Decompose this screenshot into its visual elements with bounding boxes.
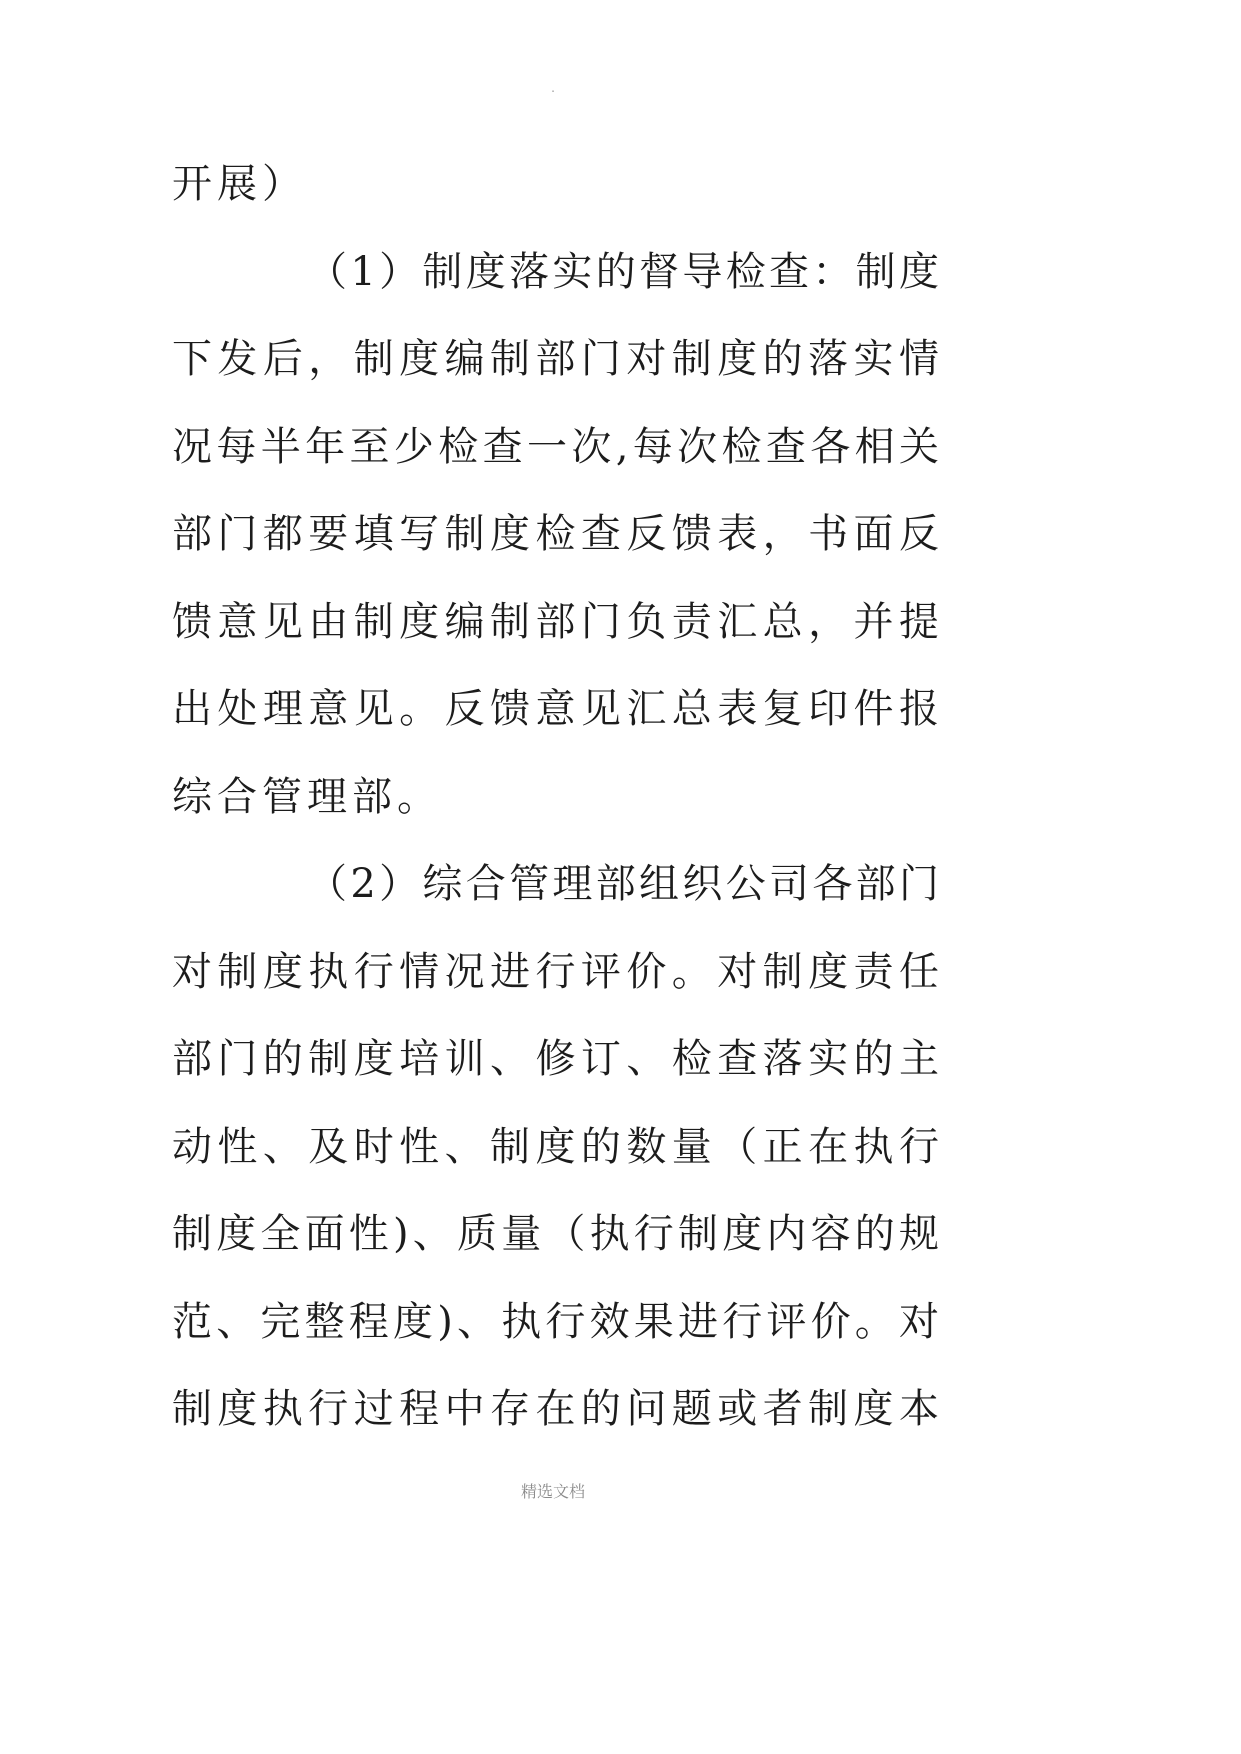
paragraph-line: 开展）	[172, 161, 307, 207]
paragraph-line: 况每半年至少检查一次,每次检查各相关	[172, 423, 942, 470]
header-mark: .	[551, 81, 555, 95]
paragraph-line: 部门的制度培训、修订、检查落实的主	[172, 1036, 942, 1082]
paragraph-line: 对制度执行情况进行评价。对制度责任	[172, 948, 942, 995]
paragraph-line: 馈意见由制度编制部门负责汇总，并提	[172, 598, 942, 645]
paragraph-line: 动性、及时性、制度的数量（正在执行	[172, 1123, 942, 1170]
paragraph-line: 出处理意见。反馈意见汇总表复印件报	[172, 686, 942, 732]
footer-label: 精选文档	[520, 1482, 585, 1501]
paragraph-line: （1）制度落实的督导检查：制度	[307, 248, 942, 295]
document-body	[172, 141, 942, 1454]
paragraph-line: 制度执行过程中存在的问题或者制度本	[172, 1386, 942, 1432]
paragraph-line: （2）综合管理部组织公司各部门	[307, 861, 942, 907]
paragraph-line: 部门都要填写制度检查反馈表，书面反	[172, 511, 942, 557]
paragraph-line: 制度全面性)、质量（执行制度内容的规	[172, 1211, 942, 1257]
paragraph-line: 综合管理部。	[172, 773, 442, 820]
paragraph-line: 下发后，制度编制部门对制度的落实情	[172, 336, 942, 382]
paragraph-line: 范、完整程度)、执行效果进行评价。对	[172, 1298, 942, 1345]
